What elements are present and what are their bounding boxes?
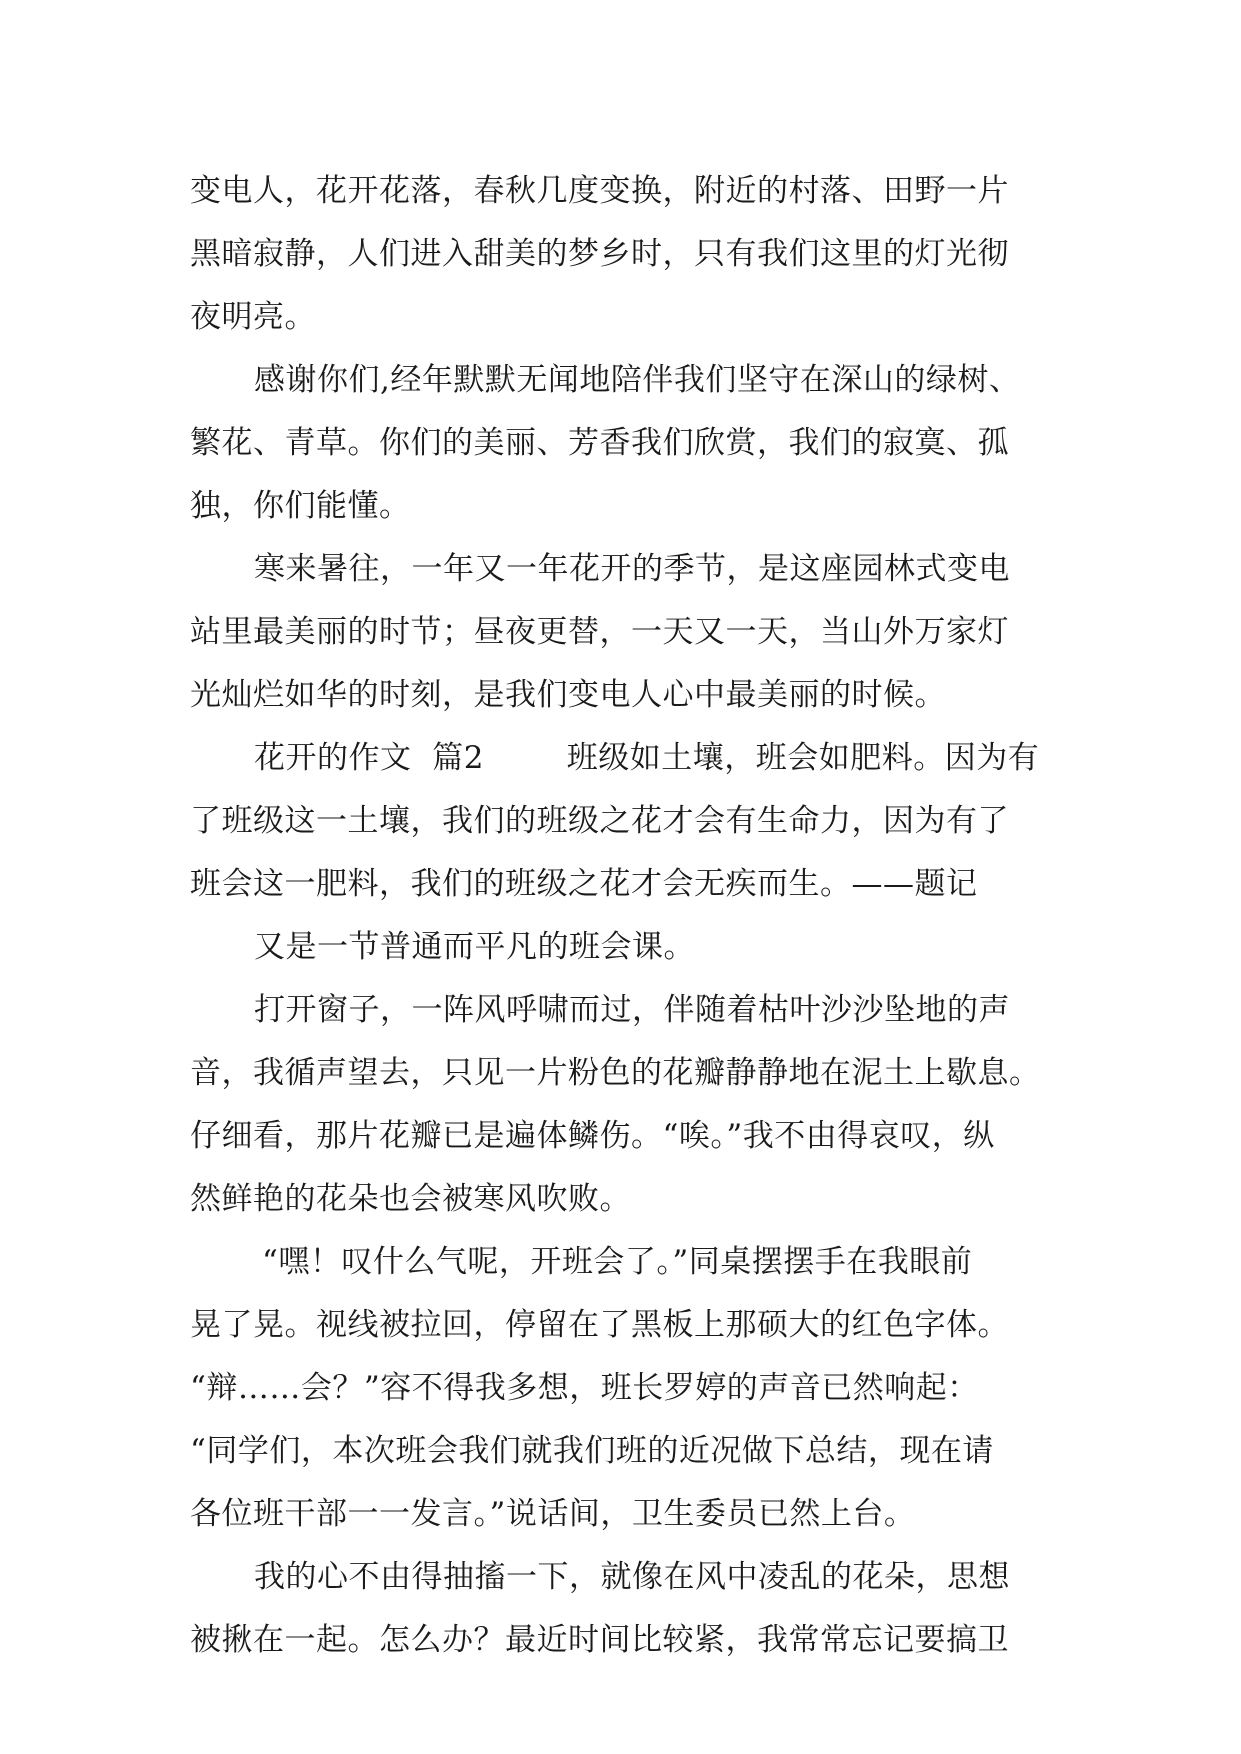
paragraph-start-line: 寒来暑往，一年又一年花开的季节，是这座园林式变电 bbox=[254, 551, 1010, 587]
text-line: 然鲜艳的花朵也会被寒风吹败。 bbox=[190, 1181, 631, 1217]
document-body bbox=[190, 160, 1050, 1672]
text-line: 了班级这一土壤，我们的班级之花才会有生命力，因为有了 bbox=[190, 803, 1009, 839]
paragraph-start-line: 我的心不由得抽搐一下，就像在风中凌乱的花朵，思想 bbox=[254, 1559, 1010, 1595]
text-line: 晃了晃。视线被拉回，停留在了黑板上那硕大的红色字体。 bbox=[190, 1307, 1009, 1343]
text-line: “同学们，本次班会我们就我们班的近况做下总结，现在请 bbox=[190, 1433, 994, 1469]
text-line: 繁花、青草。你们的美丽、芳香我们欣赏，我们的寂寞、孤 bbox=[190, 425, 1009, 461]
text-line: 黑暗寂静，人们进入甜美的梦乡时，只有我们这里的灯光彻 bbox=[190, 236, 1009, 272]
text-line: 夜明亮。 bbox=[190, 299, 316, 335]
text-line: 站里最美丽的时节；昼夜更替，一天又一天，当山外万家灯 bbox=[190, 614, 1009, 650]
text-line: “辩……会？”容不得我多想，班长罗婷的声音已然响起： bbox=[190, 1370, 979, 1406]
text-line: 仔细看，那片花瓣已是遍体鳞伤。“唉。”我不由得哀叹，纵 bbox=[190, 1118, 995, 1154]
text-line: 被揪在一起。怎么办？最近时间比较紧，我常常忘记要搞卫 bbox=[190, 1622, 1009, 1658]
paragraph-start-line: 打开窗子，一阵风呼啸而过，伴随着枯叶沙沙坠地的声 bbox=[254, 992, 1010, 1028]
paragraph-start-line: “嘿！叹什么气呢，开班会了。”同桌摆摆手在我眼前 bbox=[262, 1244, 973, 1280]
paragraph-start-line: 又是一节普通而平凡的班会课。 bbox=[254, 929, 695, 965]
text-line: 音，我循声望去，只见一片粉色的花瓣静静地在泥土上歇息。 bbox=[190, 1055, 1041, 1091]
paragraph-start-line: 感谢你们,经年默默无闻地陪伴我们坚守在深山的绿树、 bbox=[254, 362, 1021, 398]
text-line: 各位班干部一一发言。”说话间，卫生委员已然上台。 bbox=[190, 1496, 916, 1532]
text-line: 独，你们能懂。 bbox=[190, 488, 411, 524]
text-line: 班会这一肥料，我们的班级之花才会无疾而生。——题记 bbox=[190, 866, 978, 902]
text-line: 变电人，花开花落，春秋几度变换，附近的村落、田野一片 bbox=[190, 173, 1009, 209]
text-line: 光灿烂如华的时刻，是我们变电人心中最美丽的时候。 bbox=[190, 677, 946, 713]
section-heading-line: 花开的作文 篇2 班级如土壤，班会如肥料。因为有 bbox=[254, 740, 1040, 776]
